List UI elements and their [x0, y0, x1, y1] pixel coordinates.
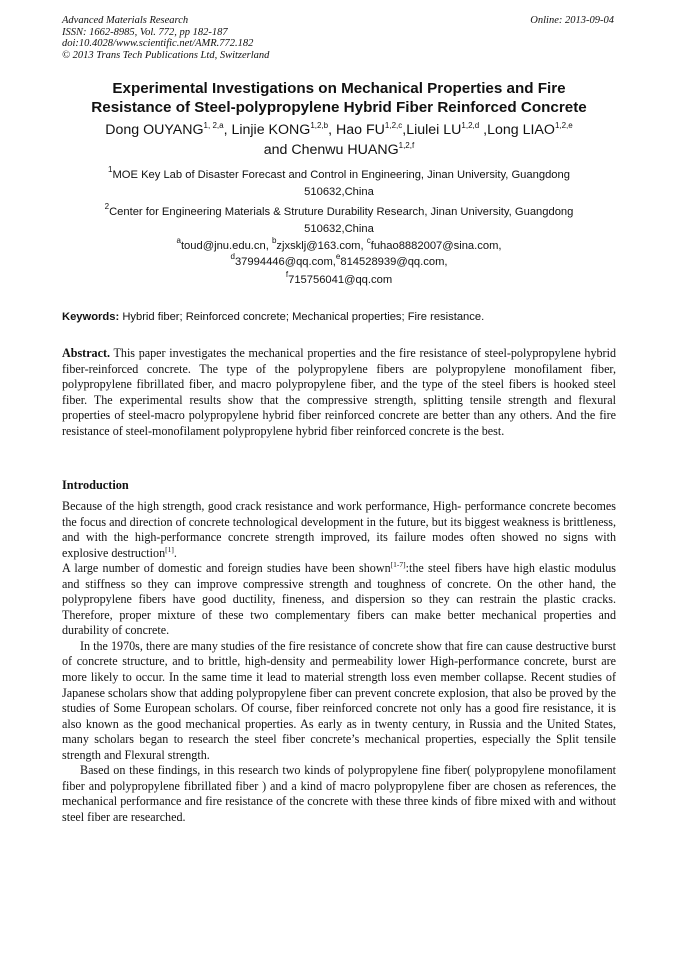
journal-doi: doi:10.4028/www.scientific.net/AMR.772.182	[62, 38, 254, 49]
author-name: Dong OUYANG	[105, 122, 204, 138]
abstract-label: Abstract.	[62, 346, 111, 360]
journal-issn: ISSN: 1662-8985, Vol. 772, pp 182-187	[62, 26, 228, 38]
author-affil-sup: 1, 2,a	[203, 121, 224, 130]
online-date: Online: 2013-09-04	[530, 15, 614, 26]
email-link[interactable]: 814528939@qq.com,	[340, 255, 448, 268]
email-link[interactable]: 37994446@qq.com,	[234, 255, 336, 268]
keywords	[62, 310, 616, 325]
affiliation-2	[62, 204, 616, 237]
abstract	[62, 346, 616, 439]
introduction-body	[62, 499, 616, 825]
email-marker: c	[366, 236, 371, 245]
paper-title	[62, 79, 616, 117]
abstract-text: This paper investigates the mechanical properties and the fire resistance of steel-polypropylene hybrid fiber-reinforced concrete. The type of the polypropylene fibers are polypropylene monofilament fiber, polypropylene fibrillated fiber, and macro polypropylene fiber, and the type of the steel fibers is hooked steel fiber. The experimental results show that the compressive strength, splitting tensile strength and flexural properties of steel-macro polypropylene hybrid fiber reinforced concrete are better than any others. And the fire resistance of steel-monofilament polypropylene hybrid fiber reinforced concrete is the best.	[62, 346, 616, 438]
author-affil-sup: 1,2,d	[461, 121, 480, 130]
affiliation-text: Center for Engineering Materials & Struture Durability Research, Jinan University, Guangdong	[109, 206, 574, 218]
journal-copyright: © 2013 Trans Tech Publications Ltd, Switzerland	[62, 49, 270, 61]
paragraph-text: Because of the high strength, good crack resistance and work performance, High- performance concrete becomes the focus and direction of concrete technological development in the future, but its biggest weakness is brittleness, and with the high-performance concrete strength improved, its failure modes often showed no signs with explosive destruction	[62, 499, 616, 560]
keywords-text: Hybrid fiber; Reinforced concrete; Mechanical properties; Fire resistance.	[122, 311, 485, 323]
email-link[interactable]: toud@jnu.edu.cn,	[180, 240, 269, 252]
email-list-2	[62, 270, 616, 289]
section-heading-introduction: Introduction	[62, 478, 129, 492]
affiliation-text: 510632,China	[304, 222, 374, 235]
journal-header	[62, 15, 269, 61]
affiliation-text: 510632,China	[304, 185, 374, 198]
email-marker: a	[176, 236, 181, 245]
email-marker: f	[285, 270, 289, 279]
paragraph-text: :the steel fibers have high elastic modulus and stiffness so they can improve compressive strength and toughness of concrete. On the other hand, the polypropylene fibers have good ductility, fineness, and dispersion so they can restrain the plastic cracks. Therefore, proper mixture of these two complementary fibers can make better mechanical properties and durability of concrete.	[62, 561, 616, 638]
author-list: Dong OUYANG$^{1, 2,a}$, Linjie KONG$^{1,2,b}$, Hao FU$^{1,2,c}$,Liulei LU$^{1,2,d}$ ,Long LIAO$^{1,2,e}$ and Chenwu HUANG$^{1,2,f}$	[105, 121, 573, 158]
email-marker: e	[335, 251, 341, 261]
email-marker: b	[271, 236, 277, 245]
email-link[interactable]: 715756041@qq.com	[288, 274, 393, 286]
author-affil-sup: 1,2,f	[398, 141, 415, 150]
email-marker: d	[230, 251, 235, 261]
author-name: Linjie KONG	[231, 122, 311, 138]
author-name: and Chenwu HUANG	[263, 142, 399, 158]
affiliation-1	[62, 167, 616, 200]
paragraph	[62, 561, 616, 639]
paragraph-text: A large number of domestic and foreign studies have been shown	[62, 561, 391, 576]
author-name: Hao FU	[336, 122, 385, 138]
author-name: Long LIAO	[487, 122, 555, 138]
author-affil-sup: 1,2,c	[384, 121, 403, 130]
affiliation-text: MOE Key Lab of Disaster Forecast and Control in Engineering, Jinan University, Guangdong	[112, 169, 570, 181]
journal-name: Advanced Materials Research	[62, 15, 189, 26]
author-name: Liulei LU	[406, 122, 462, 138]
email-list	[62, 236, 616, 270]
email-link[interactable]: zjxsklj@163.com,	[276, 240, 364, 252]
email-link[interactable]: fuhao8882007@sina.com,	[370, 240, 502, 252]
paragraph: Based on these findings, in this research two kinds of polypropylene fine fiber( polypropylene monofilament fiber and polypropylene fibrillated fiber ) and a kind of macro polypropylene fiber are chosen as references, the mechanical performance and fire resistance of the concrete with these three kinds of fibre mixed with and without steel fiber are researched.	[62, 763, 616, 824]
paragraph	[62, 499, 616, 561]
title-line-2: Resistance of Steel-polypropylene Hybrid Fiber Reinforced Concrete	[91, 99, 587, 116]
citation-ref[interactable]: [1-7]	[390, 560, 406, 570]
author-affil-sup: 1,2,e	[554, 121, 573, 130]
citation-ref[interactable]: [1]	[165, 544, 174, 554]
title-line-1: Experimental Investigations on Mechanical Properties and Fire	[112, 80, 566, 97]
author-affil-sup: 1,2,b	[310, 121, 329, 130]
paragraph: In the 1970s, there are many studies of the fire resistance of concrete show that fire can cause destructive burst of concrete structure, and to brittle, high-density and permeability lower High-performance concrete, burst are more likely to occur. In the same time it lead to material strength loss even member collapse. Recent studies of Japanese scholars show that adding polypropylene fiber can prevent concrete explosion, that also be proved by the studies of Some European scholars. Of course, fiber reinforced concrete not only has a good fire resistance, it is also known as the good mechanical properties. As early as in twenty century, in Russia and the United States, many scholars began to research the steel fiber concrete’s mechanical properties, especially the Split tensile strength and Flexural strength.	[62, 638, 616, 762]
keywords-label: Keywords:	[62, 311, 120, 323]
affiliation-marker: 2	[104, 202, 110, 211]
affiliation-marker: 1	[108, 165, 113, 174]
paragraph-text: .	[173, 545, 177, 560]
